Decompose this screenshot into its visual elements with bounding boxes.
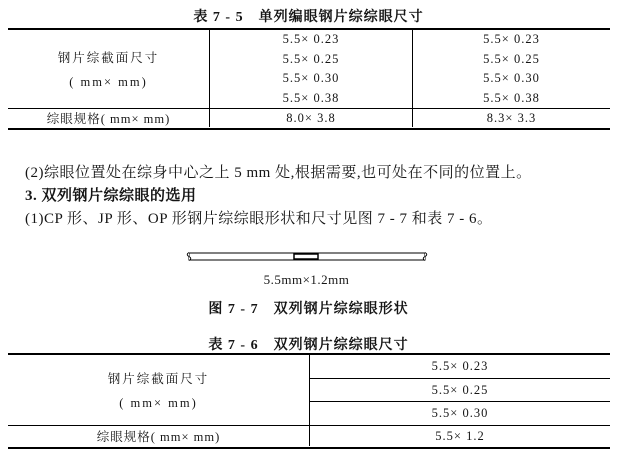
table-cell: 5.5× 0.23 xyxy=(282,32,340,47)
table-cell: 8.0× 3.8 xyxy=(209,109,412,127)
table-cell: 5.5× 0.23 xyxy=(310,355,610,379)
table-cell: 5.5× 0.30 xyxy=(282,71,340,86)
table-7-5-col2-values xyxy=(412,30,610,108)
eye-dimension-label: 5.5mm×1.2mm xyxy=(263,272,350,287)
table-7-6-section-label-cell xyxy=(8,355,309,425)
table-cell: 5.5× 0.23 xyxy=(483,32,540,47)
table-7-6-spec-row xyxy=(8,425,610,446)
table-cell: 5.5× 0.25 xyxy=(310,379,610,403)
table-cell: 5.5× 0.30 xyxy=(483,71,540,86)
section-label-line1: 钢片综截面尺寸 xyxy=(57,51,160,65)
figure-7-7-caption: 图 7 - 7 双列钢片综综眼形状 xyxy=(208,302,409,317)
table-7-5-section-label-cell xyxy=(8,30,209,108)
table-7-5-section-row xyxy=(8,30,610,108)
table-cell: 5.5× 0.38 xyxy=(483,90,540,105)
table-cell: 8.3× 3.3 xyxy=(412,109,610,127)
table-7-6 xyxy=(8,353,610,449)
section-label-line2: ( mm× mm) xyxy=(69,75,148,89)
table-7-5 xyxy=(8,28,610,130)
heald-strip-figure xyxy=(184,250,430,268)
table-7-5-title: 表 7 - 5 单列编眼钢片综综眼尺寸 xyxy=(193,10,424,25)
table-7-6-values-column xyxy=(309,355,610,425)
table-7-6-section-rows xyxy=(8,355,610,425)
heald-strip-drawing xyxy=(184,251,430,263)
spec-label-cell: 综眼规格( mm× mm) xyxy=(96,430,221,444)
paragraph-1: (1)CP 形、JP 形、OP 形钢片综综眼形状和尺寸见图 7 - 7 和表 7 - 6。 xyxy=(25,211,493,227)
table-cell: 5.5× 1.2 xyxy=(309,426,610,446)
spec-label-cell: 综眼规格( mm× mm) xyxy=(46,112,171,126)
table-cell: 5.5× 0.38 xyxy=(282,90,340,105)
paragraph-2: (2)综眼位置处在综身中心之上 5 mm 处,根据需要,也可处在不同的位置上。 xyxy=(25,165,532,181)
table-7-5-col1-values xyxy=(209,30,412,108)
table-7-5-spec-row xyxy=(8,108,610,127)
section-label-line2: ( mm× mm) xyxy=(119,396,198,410)
section-label-line1: 钢片综截面尺寸 xyxy=(107,372,210,386)
table-cell: 5.5× 0.25 xyxy=(282,51,340,66)
section-heading-3: 3. 双列钢片综综眼的选用 xyxy=(25,188,197,204)
table-cell: 5.5× 0.25 xyxy=(483,51,540,66)
table-cell: 5.5× 0.30 xyxy=(431,406,489,421)
table-7-6-title: 表 7 - 6 双列钢片综综眼尺寸 xyxy=(208,338,409,353)
